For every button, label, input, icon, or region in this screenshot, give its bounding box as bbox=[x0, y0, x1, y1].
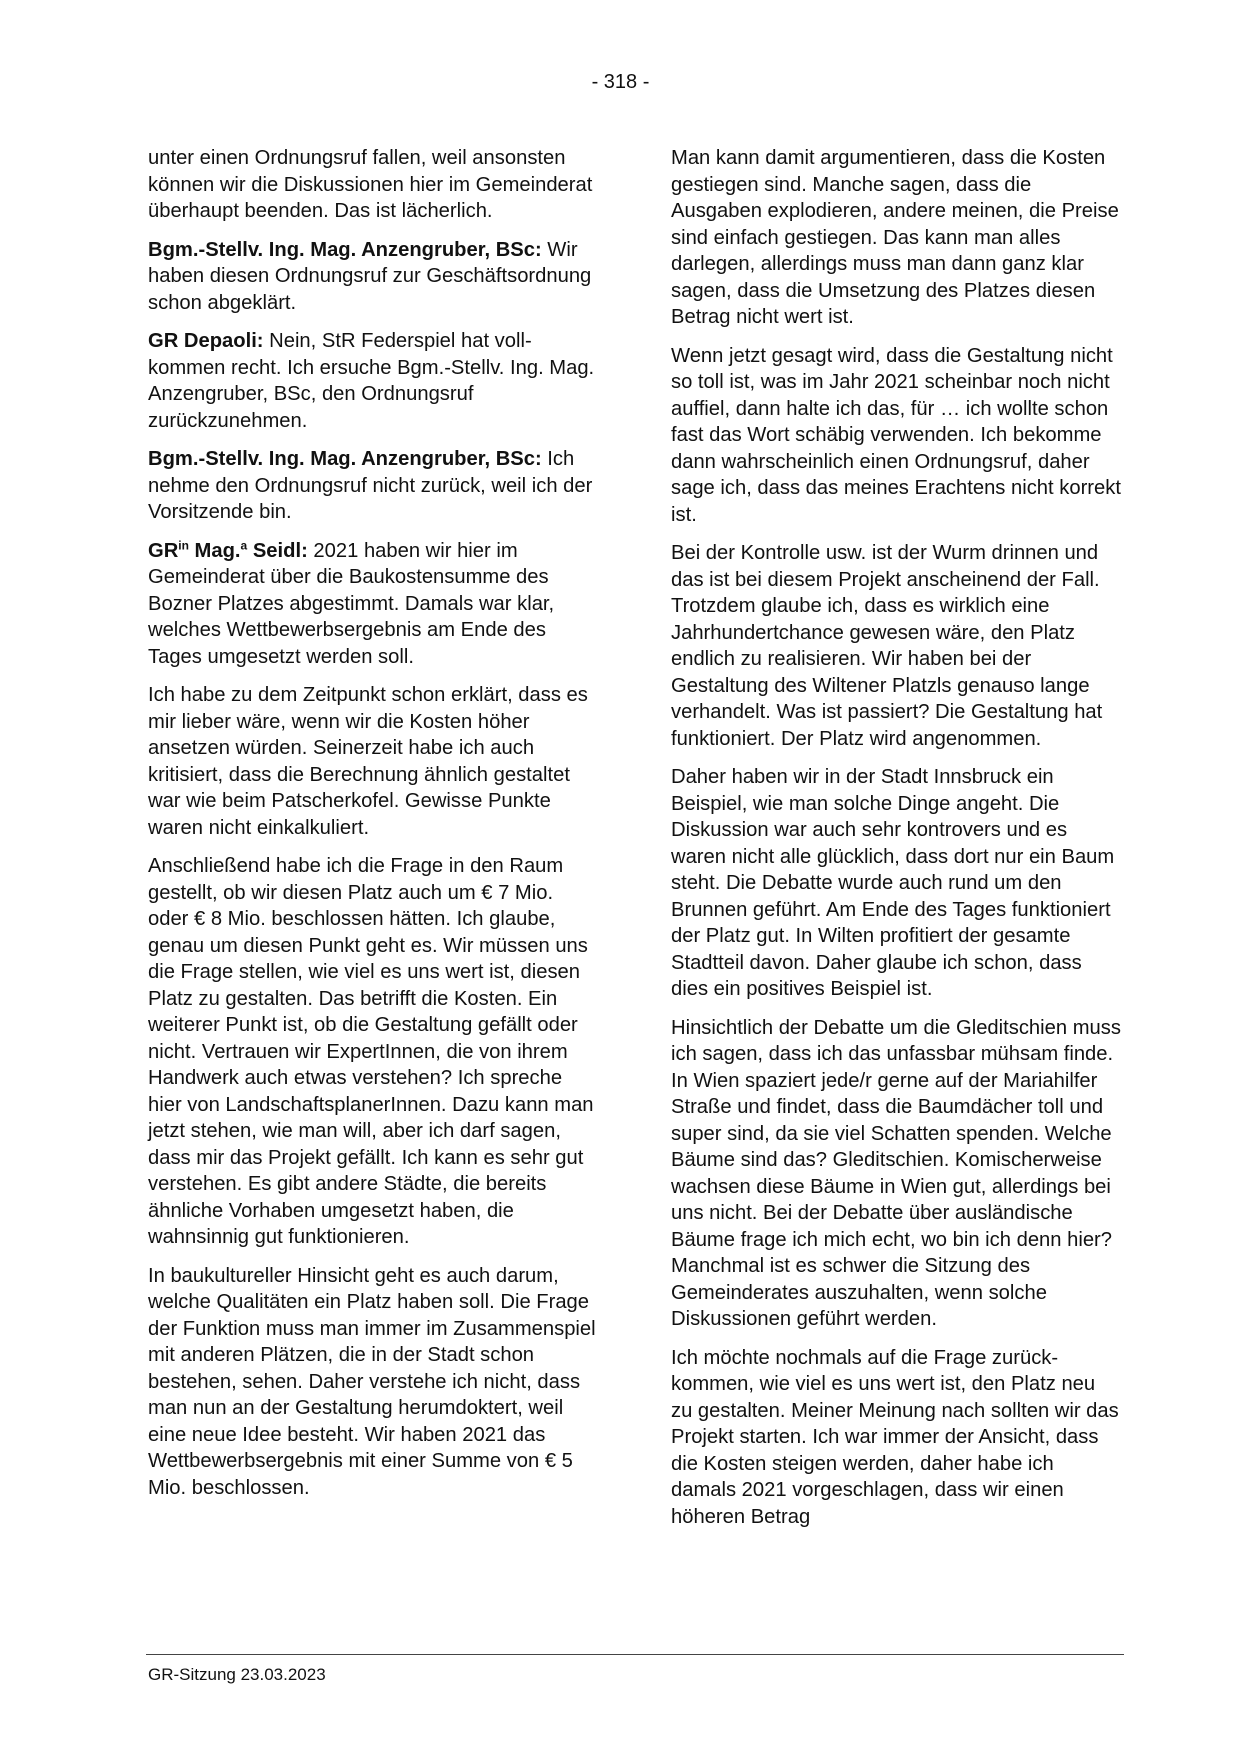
paragraph: In baukultureller Hinsicht geht es auch darum, welche Qualitäten ein Platz haben soll. Die Frage der Funktion muss man immer im Zusammenspiel mit anderen Plätzen, die in der Stadt schon bestehen, sehen. Daher verstehe ich nicht, dass man nun an der Gestaltung herumdoktert, weil eine neue Idee besteht. Wir haben 2021 das Wettbewerbsergebnis mit einer Summe von € 5 Mio. beschlossen. bbox=[148, 1264, 596, 1499]
speaker-name: GR Depaoli: bbox=[148, 330, 264, 352]
paragraph: Bei der Kontrolle usw. ist der Wurm drinnen und das ist bei diesem Projekt anscheinend der Fall. Trotzdem glaube ich, dass es wirklich eine Jahrhundertchance gewesen wäre, den Platz endlich zu realisieren. Wir haben bei der Gestaltung des Wiltener Platzls genauso lange verhandelt. Was ist passiert? Die Gestaltung hat funktioniert. Der Platz wird angenommen. bbox=[671, 542, 1103, 750]
paragraph: Anschließend habe ich die Frage in den Raum gestellt, ob wir diesen Platz auch um € 7 Mio. oder € 8 Mio. beschlossen hätten. Ich glaube, genau um diesen Punkt geht es. Wir müssen uns die Frage stellen, wie viel es uns wert ist, diesen Platz zu gestalten. Das betrifft die Kosten. Ein weiterer Punkt ist, ob die Gestaltung gefällt oder nicht. Vertrauen wir ExpertInnen, die von ihrem Handwerk auch etwas verstehen? Ich spreche hier von LandschaftsplanerInnen. Dazu kann man jetzt stehen, wie man will, aber ich darf sagen, dass mir das Projekt gefällt. Ich kann es sehr gut verstehen. Es gibt andere Städte, die bereits ähnliche Vorhaben umgesetzt haben, die wahnsinnig gut funktionieren. bbox=[148, 855, 594, 1248]
paragraph: Wenn jetzt gesagt wird, dass die Gestaltung nicht so toll ist, was im Jahr 2021 scheinbar noch nicht auffiel, dann halte ich das, für … ich wollte schon fast das Wort schäbig verwenden. Ich bekomme dann wahrscheinlich einen Ordnungsruf, daher sage ich, dass das meines Erachtens nicht korrekt ist. bbox=[671, 344, 1121, 526]
page-number: - 318 - bbox=[591, 71, 650, 93]
speaker-name: $GR^{in}$ Mag.$^a$ Seidl: bbox=[148, 537, 308, 562]
speaker-name: Bgm.-Stellv. Ing. Mag. Anzengruber, BSc: bbox=[148, 448, 542, 470]
paragraph: Ich habe zu dem Zeitpunkt schon erklärt, dass es mir lieber wäre, wenn wir die Kosten höher ansetzen würden. Seinerzeit habe ich auch kritisiert, dass die Berechnung ähnlich gestaltet war wie beim Patscherkofel. Gewisse Punkte waren nicht einkalkuliert. bbox=[148, 684, 588, 839]
paragraph: Bgm.-Stellv. Ing. Mag. Anzengruber, BSc: Ich nehme den Ordnungsruf nicht zurück, weil ich der Vorsitzende bin. bbox=[148, 448, 593, 523]
paragraph: $GR^{in}$ Mag.$^a$ Seidl: 2021 haben wir hier im Gemeinderat über die Baukostensumme des Bozner Platzes abgestimmt. Damals war klar, welches Wettbewerbsergebnis am Ende des Tages umgesetzt werden soll. bbox=[148, 537, 555, 668]
left-column bbox=[148, 145, 598, 1513]
paragraph: Man kann damit argumentieren, dass die Kosten gestiegen sind. Manche sagen, dass die Ausgaben explodieren, andere meinen, die Preise sind einfach gestiegen. Das kann man alles darlegen, allerdings muss man dann ganz klar sagen, dass die Umsetzung des Platzes diesen Betrag nicht wert ist. bbox=[671, 147, 1119, 328]
paragraph: unter einen Ordnungsruf fallen, weil ansonsten können wir die Diskussionen hier im Gemeinderat überhaupt beenden. Das ist lächerlich. bbox=[148, 147, 593, 222]
paragraph: GR Depaoli: Nein, StR Federspiel hat vollkommen recht. Ich ersuche Bgm.-Stellv. Ing. Mag. Anzengruber, BSc, den Ordnungsruf zurückzunehmen. bbox=[148, 330, 595, 432]
footer-divider bbox=[146, 1654, 1124, 1655]
paragraph: Bgm.-Stellv. Ing. Mag. Anzengruber, BSc: Wir haben diesen Ordnungsruf zur Geschäftsordnung schon abgeklärt. bbox=[148, 238, 592, 314]
paragraph: Daher haben wir in der Stadt Innsbruck ein Beispiel, wie man solche Dinge angeht. Die Diskussion war auch sehr kontrovers und es waren nicht alle glücklich, dass dort nur ein Baum steht. Die Debatte wurde auch rund um den Brunnen geführt. Am Ende des Tages funktioniert der Platz gut. In Wilten profitiert der gesamte Stadtteil davon. Daher glaube ich schon, dass dies ein positives Beispiel ist. bbox=[671, 766, 1115, 1000]
footer-session-date: GR-Sitzung 23.03.2023 bbox=[148, 1665, 326, 1684]
right-column bbox=[671, 145, 1121, 1542]
paragraph: Hinsichtlich der Debatte um die Gleditschien muss ich sagen, dass ich das unfassbar mühsam finde. In Wien spaziert jede/r gerne auf der Mariahilfer Straße und findet, dass die Baumdächer toll und super sind, da sie viel Schatten spenden. Welche Bäume sind das? Gleditschien. Komischerweise wachsen diese Bäume in Wien gut, allerdings bei uns nicht. Bei der Debatte über ausländische Bäume frage ich mich echt, wo bin ich denn hier? Manchmal ist es schwer die Sitzung des Gemeinderates auszuhalten, wenn solche Diskussionen geführt werden. bbox=[671, 1016, 1121, 1330]
paragraph: Ich möchte nochmals auf die Frage zurückkommen, wie viel es uns wert ist, den Platz neu zu gestalten. Meiner Meinung nach sollten wir das Projekt starten. Ich war immer der Ansicht, dass die Kosten steigen werden, daher habe ich damals 2021 vorgeschlagen, dass wir einen höheren Betrag bbox=[671, 1346, 1119, 1528]
speaker-name: Bgm.-Stellv. Ing. Mag. Anzengruber, BSc: bbox=[148, 238, 542, 261]
